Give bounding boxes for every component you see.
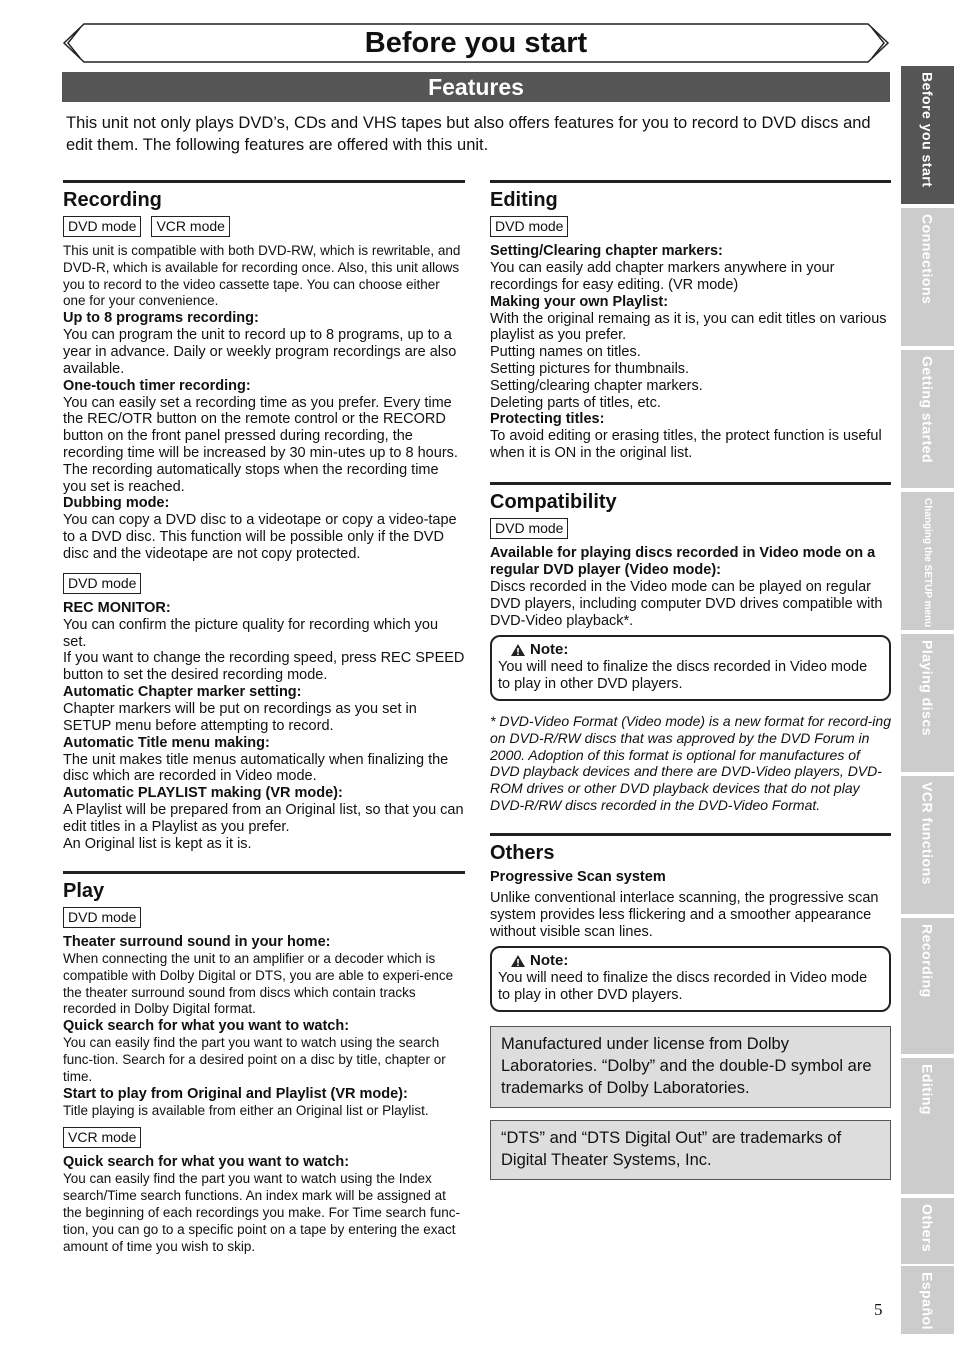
play-title: Play (63, 880, 105, 902)
recording-heading: Dubbing mode: (63, 495, 170, 512)
recording-heading: Up to 8 programs recording: (63, 310, 259, 327)
recording-text: You can confirm the picture quality for recording which you set. (63, 616, 439, 650)
play-text: Title playing is available from either an Original list or Playlist. (63, 1102, 429, 1118)
warning-icon (510, 954, 526, 968)
compatibility-title: Compatibility (490, 491, 617, 513)
play-heading: Quick search for what you want to watch: (63, 1018, 350, 1035)
recording-text: You can easily set a recording time as you prefer. Every time the REC/OTR button on the remote control or the RECORD button on the front panel pressed during recording, the recording time will be increased by 30 min-utes up to 8 hours. The recording automatically stops when the recording time you set is reached. (63, 394, 458, 495)
editing-list-item: Deleting parts of titles, etc. (490, 394, 661, 411)
chapter-tabs (901, 66, 954, 1336)
play-heading: Start to play from Original and Playlist (VR mode): (63, 1085, 408, 1102)
editing-heading: Setting/Clearing chapter markers: (490, 243, 723, 259)
recording-title: Recording (63, 189, 162, 211)
play-text: You can easily find the part you want to watch using the search func-tion. Search for a desired point on a disc by title, chapter or time. (63, 1035, 446, 1084)
note-box (490, 946, 891, 1012)
recording-section (63, 180, 465, 853)
recording-text: You can program the unit to record up to 8 programs, up to a year in advance. Daily or weekly program recordings are also available. (63, 327, 457, 377)
dvd-mode-badge: DVD mode (63, 907, 141, 928)
editing-heading: Protecting titles: (490, 411, 605, 428)
play-text: When connecting the unit to an amplifier or a decoder which is compatible with Dolby Digital or DTS, you are able to experi-ence the theater surround sound from discs which contain tracks recorded in Dolby Digital format. (63, 951, 454, 1017)
recording-text: The unit makes title menus automatically when finalizing the disc which are recorded in Video mode. (63, 751, 449, 785)
compatibility-text: Discs recorded in the Video mode can be played on regular DVD players, including computer DVD drives compatible with DVD-Video playback*. (490, 579, 883, 629)
recording-heading: Automatic Chapter marker setting: (63, 683, 302, 700)
compatibility-section (490, 482, 891, 814)
footnote: * DVD-Video Format (Video mode) is a new format for record-ing on DVD-R/RW discs that was approved by the DVD Forum in 2000. Adoption of this format is optional for manufactures of DVD playback devices and there are DVD-Video players, DVD-ROM drives or other DVD playback devices that do not play DVD-R/RW discs recorded in the DVD-Video Format. (490, 712, 891, 813)
recording-heading: Automatic Title menu making: (63, 734, 270, 751)
note-text: You will need to finalize the discs recorded in Video mode to play in other DVD players. (498, 659, 868, 693)
editing-list-item: Putting names on titles. (490, 344, 641, 361)
note-title: Note: (530, 952, 569, 970)
play-text: You can easily find the part you want to watch using the Index search/Time search functions. An index mark will be assigned at the beginning of each recordings you make. For Time search func-tion, you can go to a specific point on a tape by entering the exact amount of time you wish to skip. (63, 1171, 460, 1254)
editing-list-item: Setting/clearing chapter markers. (490, 377, 703, 394)
recording-text: Chapter markers will be put on recordings as you set in SETUP menu before attempting to record. (63, 700, 417, 734)
recording-heading: REC MONITOR: (63, 599, 171, 616)
dts-trademark-box: “DTS” and “DTS Digital Out” are trademarks of Digital Theater Systems, Inc. (490, 1120, 891, 1180)
editing-text: You can easily add chapter markers anywhere in your recordings for easy editing. (VR mode) (490, 260, 835, 293)
note-title: Note: (530, 641, 569, 659)
tab-others[interactable]: Others (901, 1198, 954, 1264)
note-text: You will need to finalize the discs recorded in Video mode to play in other DVD players. (498, 970, 868, 1004)
page-title: Before you start (364, 27, 588, 59)
note-box (490, 635, 891, 701)
others-text: Unlike conventional interlace scanning, the progressive scan system provides less flickering and a smoother appearance without visible scan lines. (490, 890, 879, 940)
tab-editing[interactable]: Editing (901, 1058, 954, 1194)
recording-intro: This unit is compatible with both DVD-RW, which is rewritable, and DVD-R, which is available for recording once. Also, this unit allows you to record to the video cassette tape. You can choose either one for your convenience. (63, 243, 461, 309)
recording-heading: Automatic PLAYLIST making (VR mode): (63, 785, 343, 802)
tab-espanol[interactable]: Español (901, 1266, 954, 1334)
tab-connections[interactable]: Connections (901, 208, 954, 346)
dvd-mode-badge: DVD mode (63, 573, 141, 594)
others-title: Others (490, 842, 555, 864)
vcr-mode-badge: VCR mode (63, 1127, 141, 1148)
tab-recording[interactable]: Recording (901, 918, 954, 1054)
editing-heading: Making your own Playlist: (490, 293, 669, 310)
section-heading-features: Features (62, 72, 890, 102)
play-section (63, 871, 465, 1255)
vcr-mode-badge: VCR mode (151, 216, 229, 237)
dvd-mode-badge: DVD mode (490, 216, 568, 237)
tab-vcr-functions[interactable]: VCR functions (901, 776, 954, 914)
others-section (490, 833, 891, 1180)
recording-text: An Original list is kept as it is. (63, 835, 252, 852)
others-heading: Progressive Scan system (490, 869, 666, 885)
tab-changing-setup-menu[interactable]: Changing the SETUP menu (901, 492, 954, 630)
play-heading: Theater surround sound in your home: (63, 934, 331, 950)
warning-icon (510, 643, 526, 657)
recording-heading: One-touch timer recording: (63, 377, 251, 394)
editing-list-item: Setting pictures for thumbnails. (490, 360, 690, 377)
editing-title: Editing (490, 189, 558, 211)
page-number: 5 (874, 1300, 883, 1319)
title-banner (62, 22, 890, 64)
play-heading: Quick search for what you want to watch: (63, 1154, 350, 1171)
compatibility-heading: Available for playing discs recorded in Video mode on a regular DVD player (Video mode): (490, 545, 876, 578)
recording-text: You can copy a DVD disc to a videotape or copy a video-tape to a DVD disc. This function will be possible only if the DVD disc and the videotape are not copy protected. (63, 512, 457, 562)
tab-before-you-start[interactable]: Before you start (901, 66, 954, 204)
recording-text: If you want to change the recording speed, press REC SPEED button to set the desired recording mode. (63, 650, 465, 684)
editing-section (490, 180, 891, 462)
editing-text: To avoid editing or erasing titles, the protect function is useful when it is ON in the original list. (490, 428, 882, 462)
intro-paragraph: This unit not only plays DVD’s, CDs and VHS tapes but also offers features for you to record to DVD discs and edit them. The following features are offered with this unit. (66, 114, 871, 154)
dvd-mode-badge: DVD mode (63, 216, 141, 237)
tab-getting-started[interactable]: Getting started (901, 350, 954, 488)
tab-playing-discs[interactable]: Playing discs (901, 634, 954, 772)
dolby-trademark-box: Manufactured under license from Dolby Laboratories. “Dolby” and the double-D symbol are trademarks of Dolby Laboratories. (490, 1026, 891, 1108)
editing-text: With the original remaing as it is, you can edit titles on various playlist as you prefer. (490, 310, 887, 344)
dvd-mode-badge: DVD mode (490, 518, 568, 539)
recording-text: A Playlist will be prepared from an Original list, so that you can edit titles in a Playlist as you prefer. (63, 802, 464, 835)
